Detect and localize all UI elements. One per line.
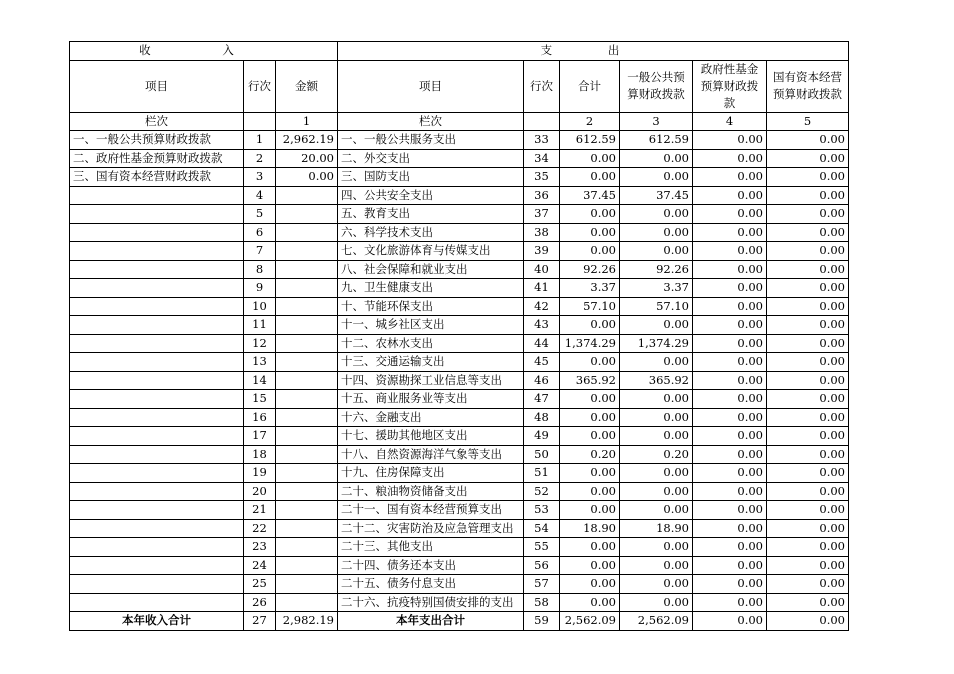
income-amount-cell [276, 519, 338, 538]
table-row [70, 205, 849, 224]
total-cell: 0.20 [560, 445, 620, 464]
table-row [70, 464, 849, 483]
expense-row-no-cell: 57 [524, 575, 560, 594]
income-row-no-cell: 8 [244, 260, 276, 279]
expense-item-cell: 二十四、债务还本支出 [338, 556, 524, 575]
state-capital-cell: 0.00 [767, 297, 849, 316]
fund-budget-cell: 0.00 [693, 427, 767, 446]
index-exp-label: 栏次 [338, 112, 524, 131]
total-cell: 1,374.29 [560, 334, 620, 353]
income-row-no-cell: 14 [244, 371, 276, 390]
income-item-cell [70, 371, 244, 390]
col-income-item: 项目 [70, 60, 244, 112]
table-row [70, 279, 849, 298]
index-capital: 5 [767, 112, 849, 131]
income-amount-cell [276, 205, 338, 224]
general-budget-cell: 0.00 [620, 242, 693, 261]
col-expense-item: 项目 [338, 60, 524, 112]
expense-row-no-cell: 46 [524, 371, 560, 390]
general-budget-cell: 0.00 [620, 482, 693, 501]
index-fund: 4 [693, 112, 767, 131]
fund-budget-cell: 0.00 [693, 297, 767, 316]
total-cell: 3.37 [560, 279, 620, 298]
income-amount-cell: 20.00 [276, 149, 338, 168]
general-budget-cell: 1,374.29 [620, 334, 693, 353]
expense-item-cell: 十九、住房保障支出 [338, 464, 524, 483]
income-item-cell [70, 482, 244, 501]
expense-row-no-cell: 58 [524, 593, 560, 612]
total-cell: 37.45 [560, 186, 620, 205]
expense-row-no-cell: 55 [524, 538, 560, 557]
income-item-cell [70, 575, 244, 594]
total-cell: 0.00 [560, 223, 620, 242]
general-budget-cell: 0.00 [620, 353, 693, 372]
income-item-cell [70, 186, 244, 205]
expense-item-cell: 二十六、抗疫特别国债安排的支出 [338, 593, 524, 612]
general-budget-cell: 0.00 [620, 464, 693, 483]
general-budget-cell: 3.37 [620, 279, 693, 298]
expense-item-cell: 十、节能环保支出 [338, 297, 524, 316]
fund-budget-cell: 0.00 [693, 371, 767, 390]
general-budget-cell: 37.45 [620, 186, 693, 205]
total-cell: 0.00 [560, 316, 620, 335]
general-budget-cell: 0.00 [620, 427, 693, 446]
total-cell: 0.00 [560, 427, 620, 446]
income-row-no-cell: 19 [244, 464, 276, 483]
fund-budget-cell: 0.00 [693, 501, 767, 520]
index-amount: 1 [276, 112, 338, 131]
expense-item-cell: 十三、交通运输支出 [338, 353, 524, 372]
income-amount-cell: 2,962.19 [276, 131, 338, 150]
income-row-no-cell: 25 [244, 575, 276, 594]
index-empty [524, 112, 560, 131]
income-row-no-cell: 2 [244, 149, 276, 168]
expense-item-cell: 二十、粮油物资储备支出 [338, 482, 524, 501]
expense-item-cell: 十七、援助其他地区支出 [338, 427, 524, 446]
income-amount-cell [276, 242, 338, 261]
income-item-cell [70, 556, 244, 575]
income-row-no-cell: 16 [244, 408, 276, 427]
expense-row-no-cell: 51 [524, 464, 560, 483]
state-capital-cell: 0.00 [767, 390, 849, 409]
income-row-no-cell: 6 [244, 223, 276, 242]
income-row-no-cell: 13 [244, 353, 276, 372]
total-cell: 0.00 [560, 408, 620, 427]
income-amount-cell: 0.00 [276, 168, 338, 187]
income-row-no-cell: 26 [244, 593, 276, 612]
table-row [70, 445, 849, 464]
state-capital-cell: 0.00 [767, 427, 849, 446]
expense-row-no-cell: 35 [524, 168, 560, 187]
expense-total-capital: 0.00 [767, 612, 849, 631]
expense-item-cell: 四、公共安全支出 [338, 186, 524, 205]
total-cell: 0.00 [560, 482, 620, 501]
expense-row-no-cell: 45 [524, 353, 560, 372]
income-item-cell [70, 390, 244, 409]
income-amount-cell [276, 390, 338, 409]
income-row-no-cell: 9 [244, 279, 276, 298]
expense-item-cell: 五、教育支出 [338, 205, 524, 224]
fund-budget-cell: 0.00 [693, 482, 767, 501]
fund-budget-cell: 0.00 [693, 593, 767, 612]
col-income-row-no: 行次 [244, 60, 276, 112]
income-row-no-cell: 24 [244, 556, 276, 575]
table-row [70, 390, 849, 409]
index-total: 2 [560, 112, 620, 131]
table-row [70, 371, 849, 390]
fund-budget-cell: 0.00 [693, 186, 767, 205]
general-budget-cell: 92.26 [620, 260, 693, 279]
index-general: 3 [620, 112, 693, 131]
income-amount-cell [276, 575, 338, 594]
income-row-no-cell: 4 [244, 186, 276, 205]
expense-total-row-no: 59 [524, 612, 560, 631]
total-cell: 92.26 [560, 260, 620, 279]
col-expense-row-no: 行次 [524, 60, 560, 112]
expense-row-no-cell: 38 [524, 223, 560, 242]
income-amount-cell [276, 297, 338, 316]
income-row-no-cell: 5 [244, 205, 276, 224]
fund-budget-cell: 0.00 [693, 316, 767, 335]
table-row [70, 482, 849, 501]
section-header-row [70, 42, 849, 61]
state-capital-cell: 0.00 [767, 501, 849, 520]
expense-row-no-cell: 56 [524, 556, 560, 575]
state-capital-cell: 0.00 [767, 223, 849, 242]
expense-row-no-cell: 50 [524, 445, 560, 464]
state-capital-cell: 0.00 [767, 168, 849, 187]
expense-item-cell: 十六、金融支出 [338, 408, 524, 427]
income-amount-cell [276, 353, 338, 372]
fund-budget-cell: 0.00 [693, 279, 767, 298]
expense-item-cell: 十八、自然资源海洋气象等支出 [338, 445, 524, 464]
expense-row-no-cell: 33 [524, 131, 560, 150]
column-header-row [70, 60, 849, 112]
totals-row [70, 612, 849, 631]
income-amount-cell [276, 445, 338, 464]
table-row [70, 186, 849, 205]
general-budget-cell: 612.59 [620, 131, 693, 150]
income-item-cell [70, 279, 244, 298]
state-capital-cell: 0.00 [767, 353, 849, 372]
state-capital-cell: 0.00 [767, 186, 849, 205]
income-row-no-cell: 10 [244, 297, 276, 316]
income-item-cell [70, 501, 244, 520]
expense-item-cell: 二十二、灾害防治及应急管理支出 [338, 519, 524, 538]
expense-row-no-cell: 41 [524, 279, 560, 298]
state-capital-cell: 0.00 [767, 464, 849, 483]
expense-row-no-cell: 44 [524, 334, 560, 353]
state-capital-cell: 0.00 [767, 205, 849, 224]
fund-budget-cell: 0.00 [693, 538, 767, 557]
general-budget-cell: 18.90 [620, 519, 693, 538]
col-income-amount: 金额 [276, 60, 338, 112]
fund-budget-cell: 0.00 [693, 242, 767, 261]
state-capital-cell: 0.00 [767, 371, 849, 390]
table-row [70, 519, 849, 538]
expense-row-no-cell: 42 [524, 297, 560, 316]
state-capital-cell: 0.00 [767, 445, 849, 464]
index-label: 栏次 [70, 112, 244, 131]
state-capital-cell: 0.00 [767, 408, 849, 427]
income-amount-cell [276, 593, 338, 612]
total-cell: 0.00 [560, 538, 620, 557]
expense-row-no-cell: 39 [524, 242, 560, 261]
expense-row-no-cell: 34 [524, 149, 560, 168]
total-cell: 0.00 [560, 353, 620, 372]
table-row [70, 353, 849, 372]
state-capital-cell: 0.00 [767, 482, 849, 501]
col-general-budget: 一般公共预算财政拨款 [620, 60, 693, 112]
income-row-no-cell: 23 [244, 538, 276, 557]
expense-row-no-cell: 52 [524, 482, 560, 501]
income-item-cell [70, 334, 244, 353]
income-item-cell [70, 297, 244, 316]
income-amount-cell [276, 408, 338, 427]
expense-row-no-cell: 40 [524, 260, 560, 279]
general-budget-cell: 0.20 [620, 445, 693, 464]
income-amount-cell [276, 279, 338, 298]
fund-budget-cell: 0.00 [693, 408, 767, 427]
col-fund-budget: 政府性基金预算财政拨款 [693, 60, 767, 112]
expense-item-cell: 一、一般公共服务支出 [338, 131, 524, 150]
income-amount-cell [276, 334, 338, 353]
income-row-no-cell: 20 [244, 482, 276, 501]
income-amount-cell [276, 427, 338, 446]
total-cell: 0.00 [560, 501, 620, 520]
fund-budget-cell: 0.00 [693, 260, 767, 279]
fund-budget-cell: 0.00 [693, 445, 767, 464]
state-capital-cell: 0.00 [767, 593, 849, 612]
income-amount-cell [276, 538, 338, 557]
state-capital-cell: 0.00 [767, 556, 849, 575]
general-budget-cell: 0.00 [620, 149, 693, 168]
column-index-row [70, 112, 849, 131]
general-budget-cell: 0.00 [620, 556, 693, 575]
state-capital-cell: 0.00 [767, 575, 849, 594]
income-amount-cell [276, 464, 338, 483]
table-row [70, 575, 849, 594]
table-row [70, 501, 849, 520]
expense-item-cell: 八、社会保障和就业支出 [338, 260, 524, 279]
income-row-no-cell: 11 [244, 316, 276, 335]
income-item-cell [70, 353, 244, 372]
state-capital-cell: 0.00 [767, 131, 849, 150]
income-row-no-cell: 1 [244, 131, 276, 150]
income-row-no-cell: 22 [244, 519, 276, 538]
table-row [70, 593, 849, 612]
expense-item-cell: 九、卫生健康支出 [338, 279, 524, 298]
income-row-no-cell: 15 [244, 390, 276, 409]
fund-budget-cell: 0.00 [693, 464, 767, 483]
income-row-no-cell: 18 [244, 445, 276, 464]
table-row [70, 334, 849, 353]
expense-item-cell: 十四、资源勘探工业信息等支出 [338, 371, 524, 390]
state-capital-cell: 0.00 [767, 519, 849, 538]
fund-budget-cell: 0.00 [693, 556, 767, 575]
general-budget-cell: 0.00 [620, 538, 693, 557]
income-amount-cell [276, 260, 338, 279]
total-cell: 0.00 [560, 464, 620, 483]
income-row-no-cell: 3 [244, 168, 276, 187]
income-item-cell [70, 316, 244, 335]
fund-budget-cell: 0.00 [693, 168, 767, 187]
general-budget-cell: 0.00 [620, 316, 693, 335]
income-total-row-no: 27 [244, 612, 276, 631]
income-item-cell [70, 223, 244, 242]
expense-row-no-cell: 47 [524, 390, 560, 409]
income-amount-cell [276, 482, 338, 501]
total-cell: 0.00 [560, 168, 620, 187]
table-row [70, 408, 849, 427]
total-cell: 57.10 [560, 297, 620, 316]
expense-total-label: 本年支出合计 [338, 612, 524, 631]
col-total: 合计 [560, 60, 620, 112]
expense-item-cell: 二十三、其他支出 [338, 538, 524, 557]
fund-budget-cell: 0.00 [693, 575, 767, 594]
col-state-capital: 国有资本经营预算财政拨款 [767, 60, 849, 112]
income-row-no-cell: 21 [244, 501, 276, 520]
total-cell: 612.59 [560, 131, 620, 150]
table-row [70, 316, 849, 335]
general-budget-cell: 57.10 [620, 297, 693, 316]
table-row [70, 427, 849, 446]
income-item-cell [70, 519, 244, 538]
income-section-header: 收 入 [70, 42, 338, 61]
state-capital-cell: 0.00 [767, 260, 849, 279]
total-cell: 18.90 [560, 519, 620, 538]
expense-row-no-cell: 53 [524, 501, 560, 520]
general-budget-cell: 0.00 [620, 501, 693, 520]
income-amount-cell [276, 371, 338, 390]
index-empty [244, 112, 276, 131]
table-row [70, 538, 849, 557]
general-budget-cell: 0.00 [620, 575, 693, 594]
income-item-cell [70, 242, 244, 261]
table-row [70, 168, 849, 187]
fund-budget-cell: 0.00 [693, 519, 767, 538]
general-budget-cell: 0.00 [620, 593, 693, 612]
expense-item-cell: 二十五、债务付息支出 [338, 575, 524, 594]
table-row [70, 223, 849, 242]
general-budget-cell: 0.00 [620, 205, 693, 224]
state-capital-cell: 0.00 [767, 279, 849, 298]
income-item-cell: 一、一般公共预算财政拨款 [70, 131, 244, 150]
income-item-cell: 三、国有资本经营财政拨款 [70, 168, 244, 187]
general-budget-cell: 0.00 [620, 390, 693, 409]
general-budget-cell: 0.00 [620, 168, 693, 187]
expense-total-general: 2,562.09 [620, 612, 693, 631]
total-cell: 0.00 [560, 575, 620, 594]
income-amount-cell [276, 316, 338, 335]
fund-budget-cell: 0.00 [693, 223, 767, 242]
expense-item-cell: 十五、商业服务业等支出 [338, 390, 524, 409]
expense-item-cell: 七、文化旅游体育与传媒支出 [338, 242, 524, 261]
income-item-cell [70, 464, 244, 483]
expense-item-cell: 二、外交支出 [338, 149, 524, 168]
expense-row-no-cell: 48 [524, 408, 560, 427]
expense-row-no-cell: 43 [524, 316, 560, 335]
income-total-amount: 2,982.19 [276, 612, 338, 631]
table-row [70, 242, 849, 261]
total-cell: 365.92 [560, 371, 620, 390]
fund-budget-cell: 0.00 [693, 205, 767, 224]
total-cell: 0.00 [560, 593, 620, 612]
budget-table [69, 41, 849, 631]
expense-item-cell: 三、国防支出 [338, 168, 524, 187]
expense-row-no-cell: 37 [524, 205, 560, 224]
income-item-cell [70, 260, 244, 279]
table-row [70, 556, 849, 575]
expense-item-cell: 六、科学技术支出 [338, 223, 524, 242]
expense-row-no-cell: 49 [524, 427, 560, 446]
expense-section-header: 支 出 [338, 42, 849, 61]
total-cell: 0.00 [560, 390, 620, 409]
state-capital-cell: 0.00 [767, 242, 849, 261]
income-item-cell [70, 593, 244, 612]
total-cell: 0.00 [560, 242, 620, 261]
income-row-no-cell: 12 [244, 334, 276, 353]
general-budget-cell: 0.00 [620, 223, 693, 242]
expense-row-no-cell: 54 [524, 519, 560, 538]
general-budget-cell: 0.00 [620, 408, 693, 427]
fund-budget-cell: 0.00 [693, 131, 767, 150]
expense-row-no-cell: 36 [524, 186, 560, 205]
expense-total-sum: 2,562.09 [560, 612, 620, 631]
income-amount-cell [276, 223, 338, 242]
fund-budget-cell: 0.00 [693, 390, 767, 409]
general-budget-cell: 365.92 [620, 371, 693, 390]
total-cell: 0.00 [560, 205, 620, 224]
state-capital-cell: 0.00 [767, 334, 849, 353]
income-row-no-cell: 17 [244, 427, 276, 446]
income-total-label: 本年收入合计 [70, 612, 244, 631]
income-amount-cell [276, 501, 338, 520]
total-cell: 0.00 [560, 556, 620, 575]
table-row [70, 131, 849, 150]
total-cell: 0.00 [560, 149, 620, 168]
income-row-no-cell: 7 [244, 242, 276, 261]
table-row [70, 260, 849, 279]
income-item-cell [70, 427, 244, 446]
expense-item-cell: 十二、农林水支出 [338, 334, 524, 353]
income-item-cell [70, 538, 244, 557]
expense-total-fund: 0.00 [693, 612, 767, 631]
fund-budget-cell: 0.00 [693, 353, 767, 372]
income-item-cell [70, 408, 244, 427]
state-capital-cell: 0.00 [767, 149, 849, 168]
income-item-cell: 二、政府性基金预算财政拨款 [70, 149, 244, 168]
table-row [70, 149, 849, 168]
income-item-cell [70, 445, 244, 464]
fund-budget-cell: 0.00 [693, 149, 767, 168]
income-amount-cell [276, 556, 338, 575]
state-capital-cell: 0.00 [767, 538, 849, 557]
table-body [70, 42, 849, 631]
state-capital-cell: 0.00 [767, 316, 849, 335]
fund-budget-cell: 0.00 [693, 334, 767, 353]
expense-item-cell: 十一、城乡社区支出 [338, 316, 524, 335]
income-amount-cell [276, 186, 338, 205]
expense-item-cell: 二十一、国有资本经营预算支出 [338, 501, 524, 520]
income-item-cell [70, 205, 244, 224]
table-row [70, 297, 849, 316]
